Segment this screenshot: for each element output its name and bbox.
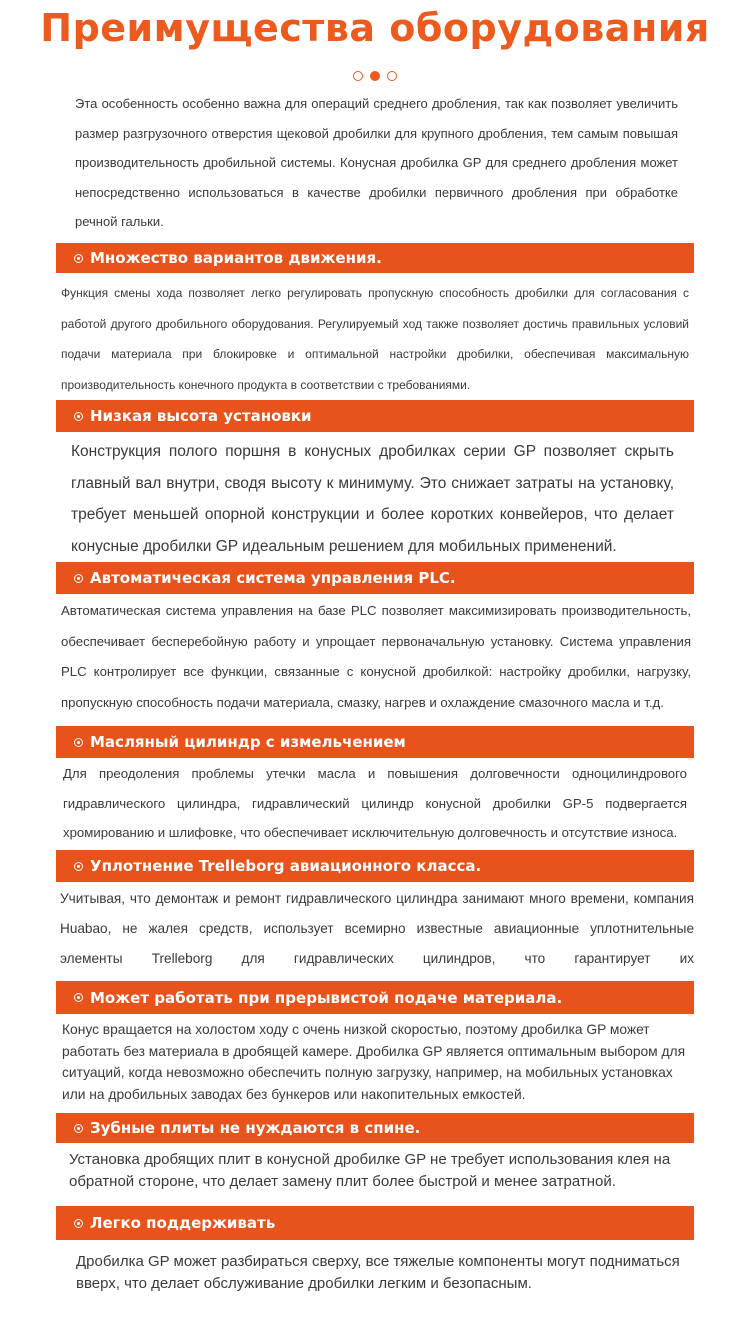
section-heading-text: Автоматическая система управления PLC. xyxy=(90,569,456,587)
section-heading-text: Зубные плиты не нуждаются в спине. xyxy=(90,1119,421,1137)
section-text: Учитывая, что демонтаж и ремонт гидравлического цилиндра занимают много времени, компания Huabao, не жалея средств, использует всемирно известные авиационные уплотнительные элементы Trelleborg для гидравлических цилиндров, что гарантирует их xyxy=(60,891,694,966)
section-heading xyxy=(56,850,694,882)
section-heading xyxy=(56,981,694,1014)
section-heading xyxy=(56,1113,694,1143)
section-heading xyxy=(56,1206,694,1240)
section-heading-text: Множество вариантов движения. xyxy=(90,249,382,267)
bullet-icon xyxy=(74,862,83,871)
bullet-icon xyxy=(74,993,83,1002)
section-heading-text: Легко поддерживать xyxy=(90,1214,276,1232)
section-text-clip xyxy=(0,882,750,970)
section-text: Автоматическая система управления на базе PLC позволяет максимизировать производительность, обеспечивает бесперебойную работу и упрощает первоначальную установку. Система управления PLC контролирует все функции, связанные с конусной дробилкой: настройку дробилки, нагрузку, пропускную способность подачи материала, смазку, нагрев и охлаждение смазочного масла и т.д. xyxy=(61,603,691,710)
section-heading xyxy=(56,726,694,758)
section-text: Дробилка GP может разбираться сверху, все тяжелые компоненты могут подниматься вверх, что делает обслуживание дробилки легким и безопасным. xyxy=(76,1253,680,1292)
bullet-icon xyxy=(74,1219,83,1228)
section-text: Конус вращается на холостом ходу с очень низкой скоростью, поэтому дробилка GP может работать без материала в дробящей камере. Дробилка GP является оптимальным выбором для ситуаций, когда невозможно обеспечить полную загрузку, например, на мобильных установках или на дробильных заводах без бункеров или накопительных емкостей. xyxy=(62,1022,686,1102)
intro-paragraph: Эта особенность особенно важна для операций среднего дробления, так как позволяет увеличить размер разгрузочного отверстия щековой дробилки для крупного дробления, тем самым повышая производительность дробильной системы. Конусная дробилка GP для среднего дробления может непосредственно использоваться в качестве дробилки первичного дробления при обработке речной гальки. xyxy=(75,96,678,229)
section-heading xyxy=(56,562,694,594)
section-text: Конструкция полого поршня в конусных дробилках серии GP позволяет скрыть главный вал внутри, сводя высоту к минимуму. Это снижает затраты на установку, требует меньшей опорной конструкции и более коротких конвейеров, что делает конусные дробилки GP идеальным решением для мобильных применений. xyxy=(71,443,674,555)
section-heading-text: Уплотнение Trelleborg авиационного класса. xyxy=(90,857,482,875)
section-heading-text: Низкая высота установки xyxy=(90,407,312,425)
bullet-icon xyxy=(74,738,83,747)
section-text: Функция смены хода позволяет легко регулировать пропускную способность дробилки для согласования с работой другого дробильного оборудования. Регулируемый ход также позволяет достичь правильных условий подачи материала при блокировке и оптимальной настройки дробилки, обеспечивая максимальную производительность конечного продукта в соответствии с требованиями. xyxy=(61,286,689,392)
section-heading xyxy=(56,400,694,432)
carousel-dot-active[interactable] xyxy=(370,71,380,81)
page-title: Преимущества оборудования xyxy=(40,6,710,50)
section-text: Установка дробящих плит в конусной дробилке GP не требует использования клея на обратной стороне, что делает замену плит более быстрой и менее затратной. xyxy=(69,1151,671,1190)
bullet-icon xyxy=(74,574,83,583)
bullet-icon xyxy=(74,254,83,263)
section-text: Для преодоления проблемы утечки масла и повышения долговечности одноцилиндрового гидравлического цилиндра, гидравлический цилиндр конусной дробилки GP-5 подвергается хромированию и шлифовке, что обеспечивает исключительную долговечность и отсутствие износа. xyxy=(63,766,687,840)
section-heading xyxy=(56,243,694,273)
bullet-icon xyxy=(74,1124,83,1133)
section-heading-text: Масляный цилиндр с измельчением xyxy=(90,733,406,751)
carousel-dot[interactable] xyxy=(353,71,363,81)
carousel-indicator xyxy=(0,71,750,81)
bullet-icon xyxy=(74,412,83,421)
section-heading-text: Может работать при прерывистой подаче материала. xyxy=(90,988,563,1007)
carousel-dot[interactable] xyxy=(387,71,397,81)
